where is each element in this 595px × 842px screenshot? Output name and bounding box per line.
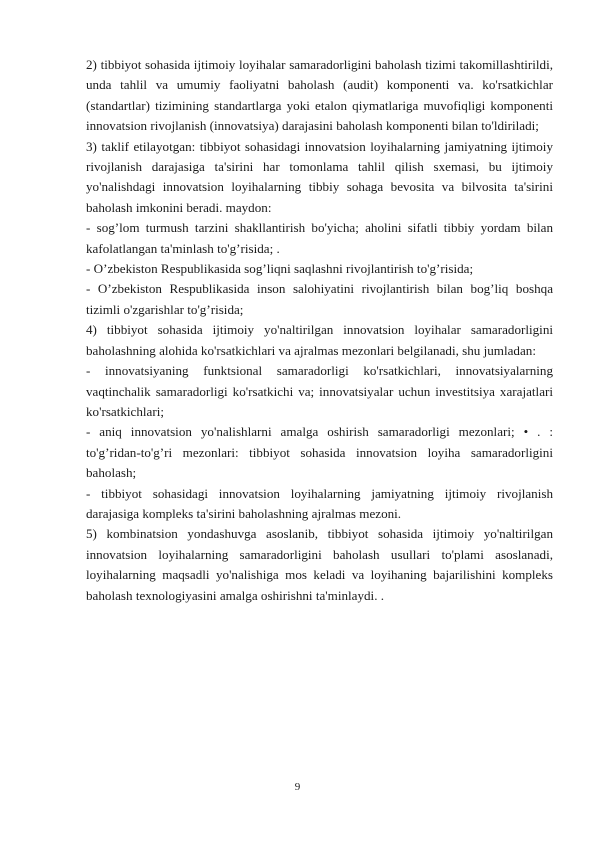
paragraph-item-2: 2) tibbiyot sohasida ijtimoiy loyihalar samaradorligini baholash tizimi takomillashtirildi, unda tahlil va umumiy faoliyatni baholash (audit) komponenti va. ko'rsatkichlar (standartlar) tizimining standartlarga yoki etalon qiymatlariga muvofiqligi komponenti innovatsion rivojlanish (innovatsiya) darajasini baholash komponenti bilan to'ldiriladi;: [86, 57, 553, 134]
page-number: 9: [294, 781, 301, 793]
paragraph-bullet-health-development: - O’zbekiston Respublikasida sog’liqni saqlashni rivojlantirish to'g’risida;: [86, 261, 474, 277]
paragraph-item-5: 5) kombinatsion yondashuvga asoslanib, tibbiyot sohasida ijtimoiy yo'naltirilgan innovatsion loyihalarning samaradorligini baholash usullari to'plami asoslanadi, loyihalarning maqsadli yo'nalishiga mos keladi va loyihaning bajarilishini kompleks baholash texnologiyasini amalga oshirishni ta'minlaydi. .: [86, 526, 553, 603]
paragraph-item-3: 3) taklif etilayotgan: tibbiyot sohasidagi innovatsion loyihalarning jamiyatning ijtimoiy rivojlanish darajasiga ta'sirini har tomonlama tahlil qilish sxemasi, bu ijtimoiy yo'nalishdagi innovatsion loyihalarning tibbiy sohaga bevosita va bilvosita ta'sirini baholash imkonini beradi. maydon:: [86, 138, 553, 215]
paragraph-bullet-human-potential: - O’zbekiston Respublikasida inson salohiyatini rivojlantirish bilan bog’liq boshqa tizimli o'zgarishlar to'g’risida;: [86, 281, 553, 317]
paragraph-item-4: 4) tibbiyot sohasida ijtimoiy yo'naltirilgan innovatsion loyihalar samaradorligini baholashning alohida ko'rsatkichlari va ajralmas mezonlari belgilanadi, shu jumladan:: [86, 322, 553, 358]
paragraph-bullet-integral-criterion: - tibbiyot sohasidagi innovatsion loyihalarning jamiyatning ijtimoiy rivojlanish darajasiga kompleks ta'sirini baholashning ajralmas mezoni.: [86, 485, 553, 521]
paragraph-bullet-healthy-lifestyle: - sog’lom turmush tarzini shakllantirish bo'yicha; aholini sifatli tibbiy yordam bilan kafolatlangan ta'minlash to'g’risida; .: [86, 220, 553, 256]
document-body: [86, 55, 553, 606]
paragraph-bullet-functional-efficiency: - innovatsiyaning funktsional samaradorligi ko'rsatkichlari, innovatsiyalarning vaqtinchalik samaradorligi ko'rsatkichi va; innovatsiyalar uchun investitsiya xarajatlari ko'rsatkichlari;: [86, 363, 553, 419]
paragraph-bullet-direct-criteria: - aniq innovatsion yo'nalishlarni amalga oshirish samaradorligi mezonlari; • . : to'g’ridan-to'g’ri mezonlari: tibbiyot sohasida innovatsion loyiha samaradorligini baholash;: [86, 424, 553, 481]
